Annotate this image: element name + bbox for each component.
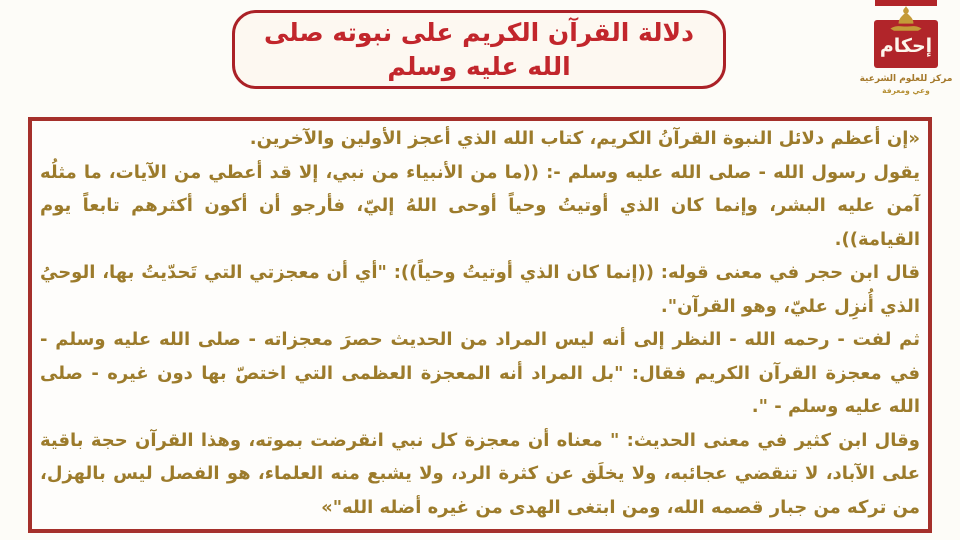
logo-tagline-primary: مركز للعلوم الشرعية — [859, 74, 953, 84]
content-paragraph: ثم لفت - رحمه الله - النظر إلى أنه ليس المراد من الحديث حصرَ معجزاته - صلى الله عليه وسلم - في معجزة القرآن الكريم فقال: "بل المراد أنه المعجزة العظمى التي اختصّ بها دون غيره - صلى الله عليه وسلم - ". — [40, 329, 920, 417]
content-paragraph: يقول رسول الله - صلى الله عليه وسلم -: ((ما من الأنبياء من نبي، إلا قد أعطي من الآيات، ما مثلُه آمن عليه البشر، وإنما كان الذي أوتيتُ وحياً أوحى اللهُ إليّ، فأرجو أن أكون أكثرهم تابعاً يوم القيامة)). — [40, 161, 920, 250]
ahkam-logo — [858, 0, 954, 95]
content-paragraph: «إن أعظم دلائل النبوة القرآنُ الكريم، كتاب الله الذي أعجز الأولين والآخرين. — [249, 128, 920, 149]
title-banner — [232, 10, 726, 89]
content-paragraph: وقال ابن كثير في معنى الحديث: " معناه أن معجزة كل نبي انقرضت بموته، وهذا القرآن حجة باقية على الآباد، لا تنقضي عجائبه، ولا يخلَق عن كثرة الرد، ولا يشبع منه العلماء، هو الفصل ليس بالهزل، من تركه من جبار قصمه الله، ومن ابتغى الهدى من غيره أضله الله"» — [40, 429, 920, 518]
logo-wordmark-block — [874, 20, 938, 68]
content-box — [28, 117, 932, 533]
logo-wordmark: إحكام — [879, 35, 933, 57]
page-title-line-1: دلالة القرآن الكريم على نبوته صلى — [264, 17, 695, 47]
page-title-line-2: الله عليه وسلم — [387, 51, 571, 81]
mosque-dome-icon — [889, 5, 923, 35]
logo-tagline-secondary: وعي ومعرفة — [882, 86, 930, 95]
content-paragraph: قال ابن حجر في معنى قوله: ((إنما كان الذي أوتيتُ وحياً)): "أي أن معجزتي التي تَحدّيتُ بها، الوحيُ الذي أُنزِل عليّ، وهو القرآن". — [40, 262, 920, 317]
